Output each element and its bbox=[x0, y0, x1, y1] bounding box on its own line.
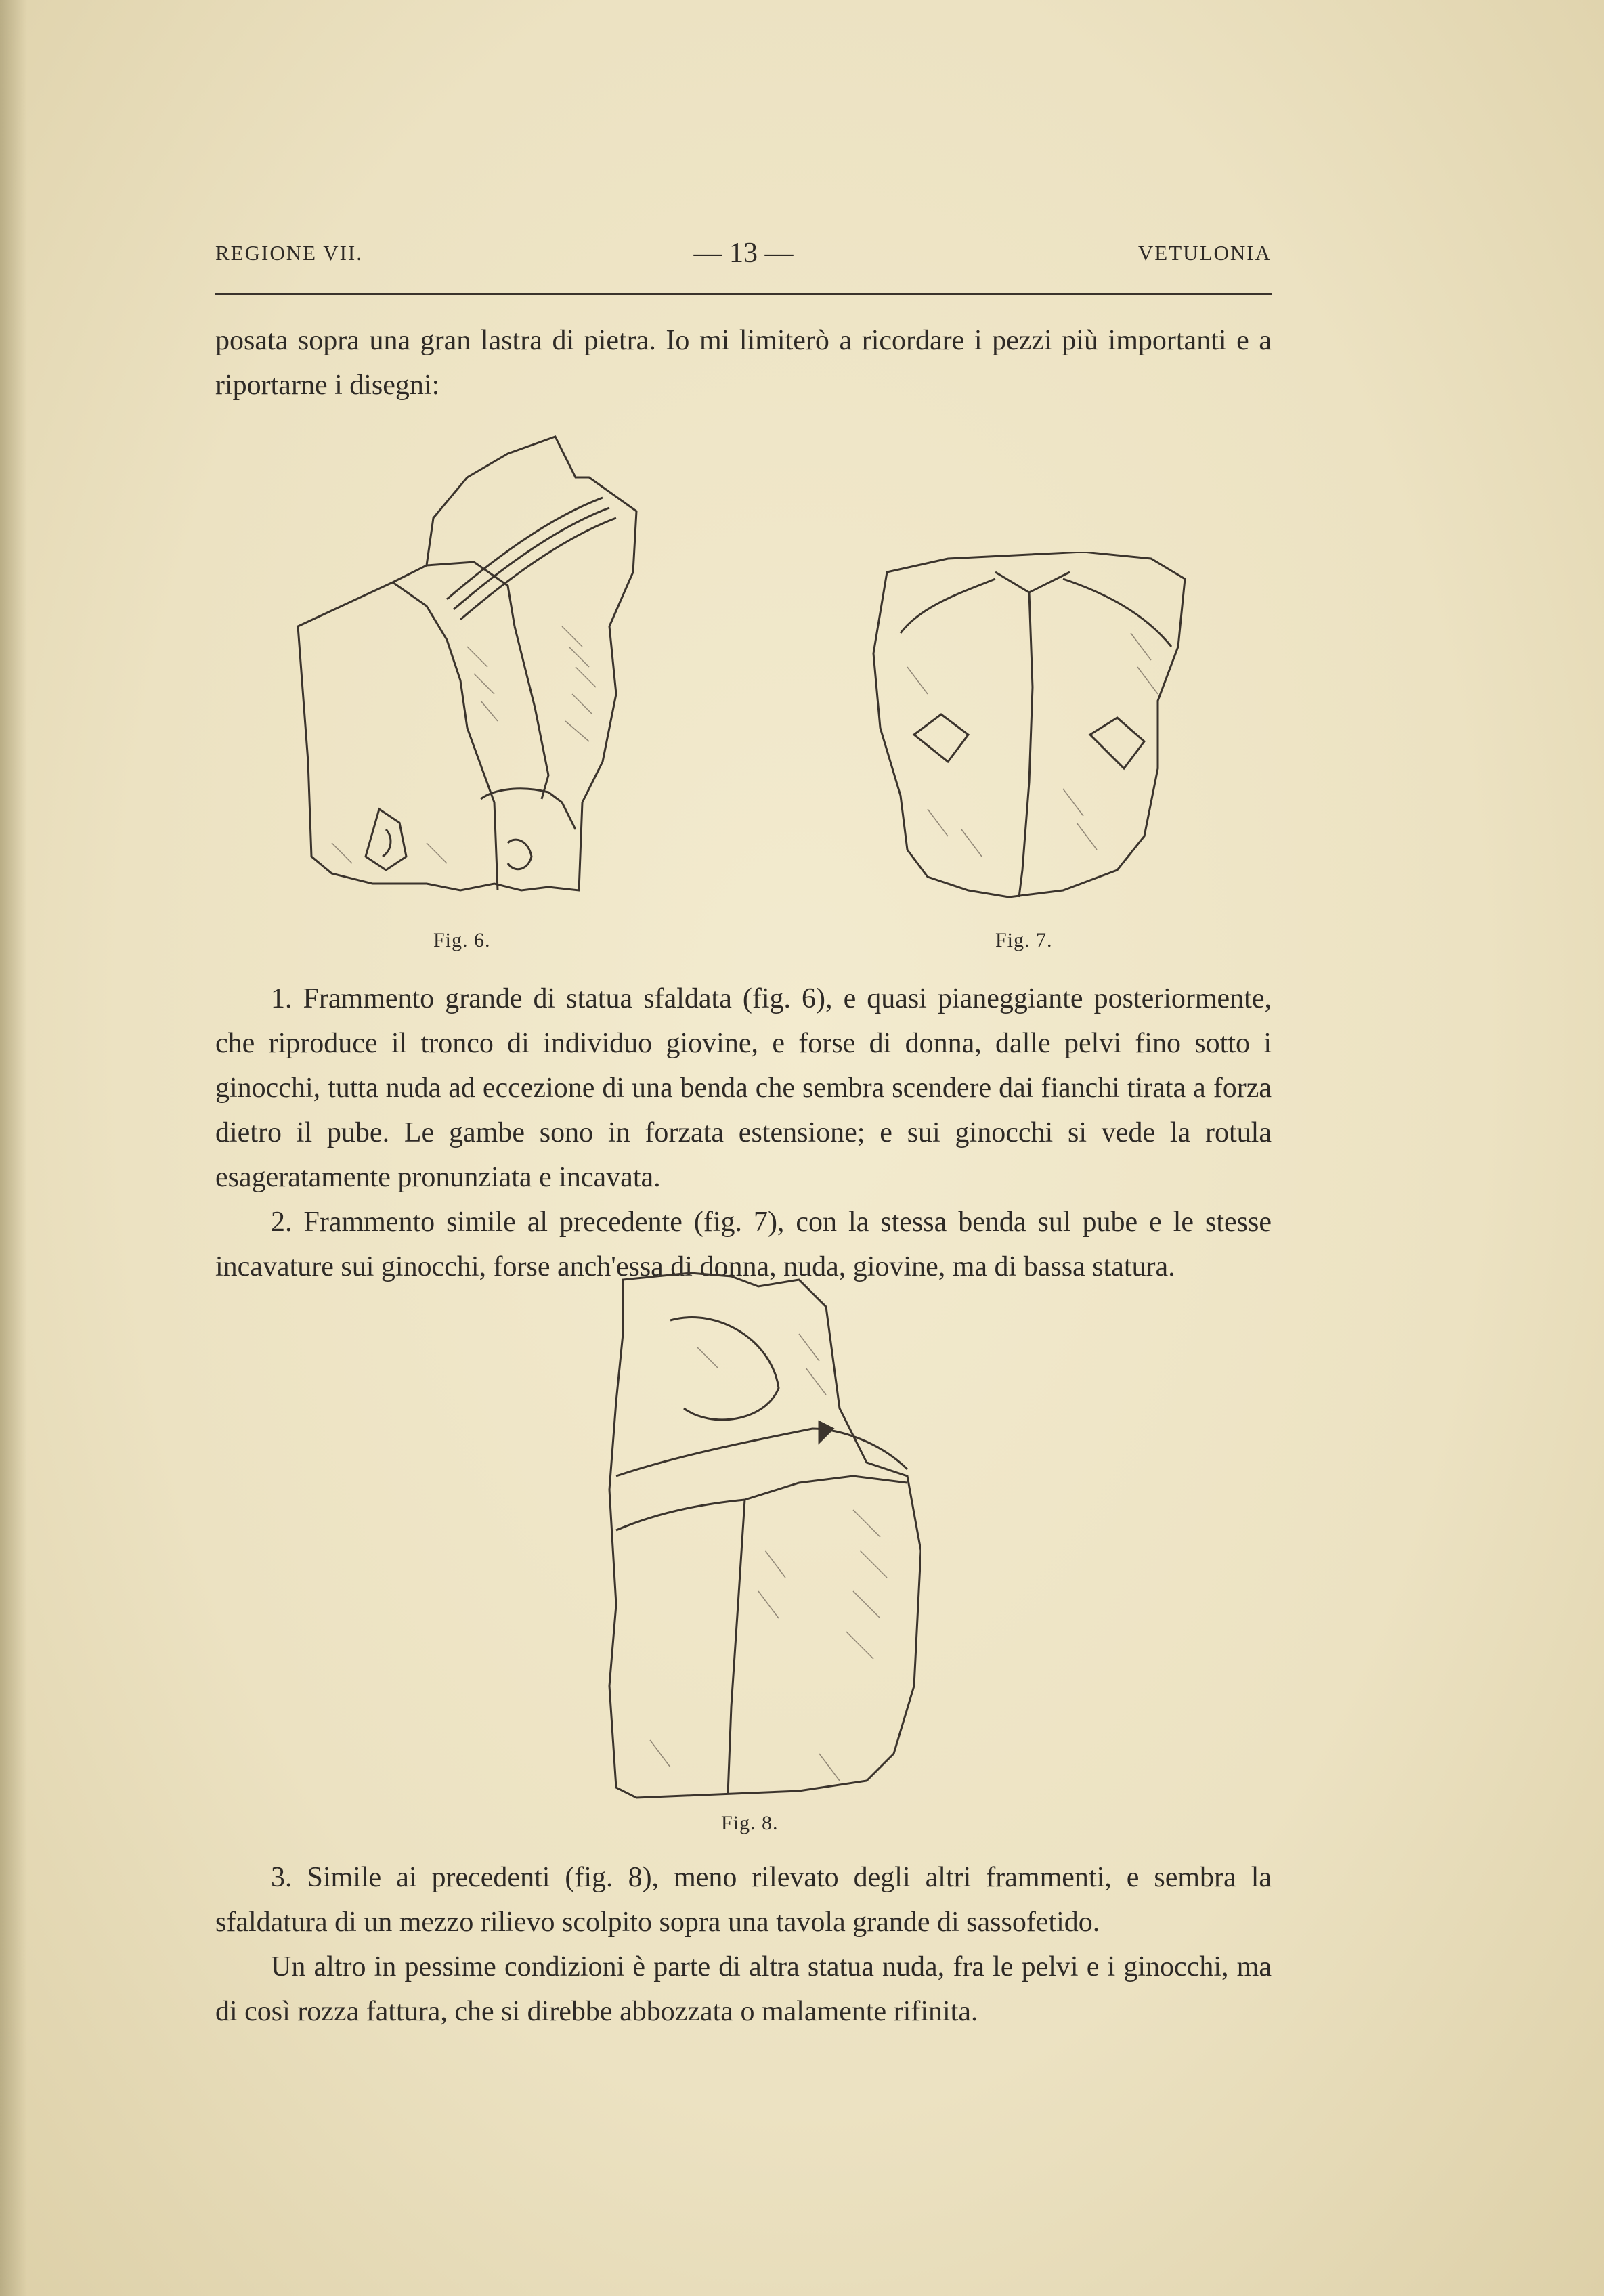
figure-6-drawing bbox=[291, 423, 643, 897]
figure-6-caption: Fig. 6. bbox=[433, 929, 491, 951]
paragraph-item-2: 2. Frammento simile al precedente (fig. 7), con la stessa benda sul pube e le stesse incavature sui ginocchi, forse anch'essa di donna, nuda, giovine, ma di bassa statura. bbox=[215, 1207, 1272, 1282]
figure-7-drawing bbox=[860, 552, 1198, 904]
paragraph-item-4: Un altro in pessime condizioni è parte di altra statua nuda, fra le pelvi e i ginocchi, ma di così rozza fattura, che si direbbe abbozzata o malamente rifinita. bbox=[215, 1951, 1272, 2027]
page-edge-shadow bbox=[0, 0, 27, 2296]
paragraph-item-3: 3. Simile ai precedenti (fig. 8), meno rilevato degli altri frammenti, e sembra la sfaldatura di un mezzo rilievo scolpito sopra una tavola grande di sassofetido. bbox=[215, 1862, 1272, 1938]
header-region: REGIONE VII. bbox=[215, 241, 364, 265]
page-number: — 13 — bbox=[693, 238, 794, 269]
paragraph-items-3-4 bbox=[215, 1855, 1272, 2034]
paragraph-items-1-2 bbox=[215, 976, 1272, 1289]
header-site: VETULONIA bbox=[1137, 241, 1272, 265]
figure-8-caption: Fig. 8. bbox=[721, 1812, 779, 1834]
paragraph-intro: posata sopra una gran lastra di pietra. Io mi limiterò a ricordare i pezzi più importanti e a riportarne i disegni: bbox=[215, 325, 1272, 401]
paragraph-item-1: 1. Frammento grande di statua sfaldata (fig. 6), e quasi pianeggiante posteriormente, che riproduce il tronco di individuo giovine, e forse di donna, dalle pelvi fino sotto i ginocchi, tutta nuda ad eccezione di una benda che sembra scendere dai fianchi tirata a forza dietro il pube. Le gambe sono in forzata estensione; e sui ginocchi si vede la rotula esageratamente pronunziata e incavata. bbox=[215, 983, 1272, 1193]
figure-8-drawing bbox=[596, 1266, 921, 1801]
header-rule bbox=[215, 293, 1272, 295]
figure-7-caption: Fig. 7. bbox=[995, 929, 1053, 951]
running-header bbox=[215, 237, 1272, 278]
